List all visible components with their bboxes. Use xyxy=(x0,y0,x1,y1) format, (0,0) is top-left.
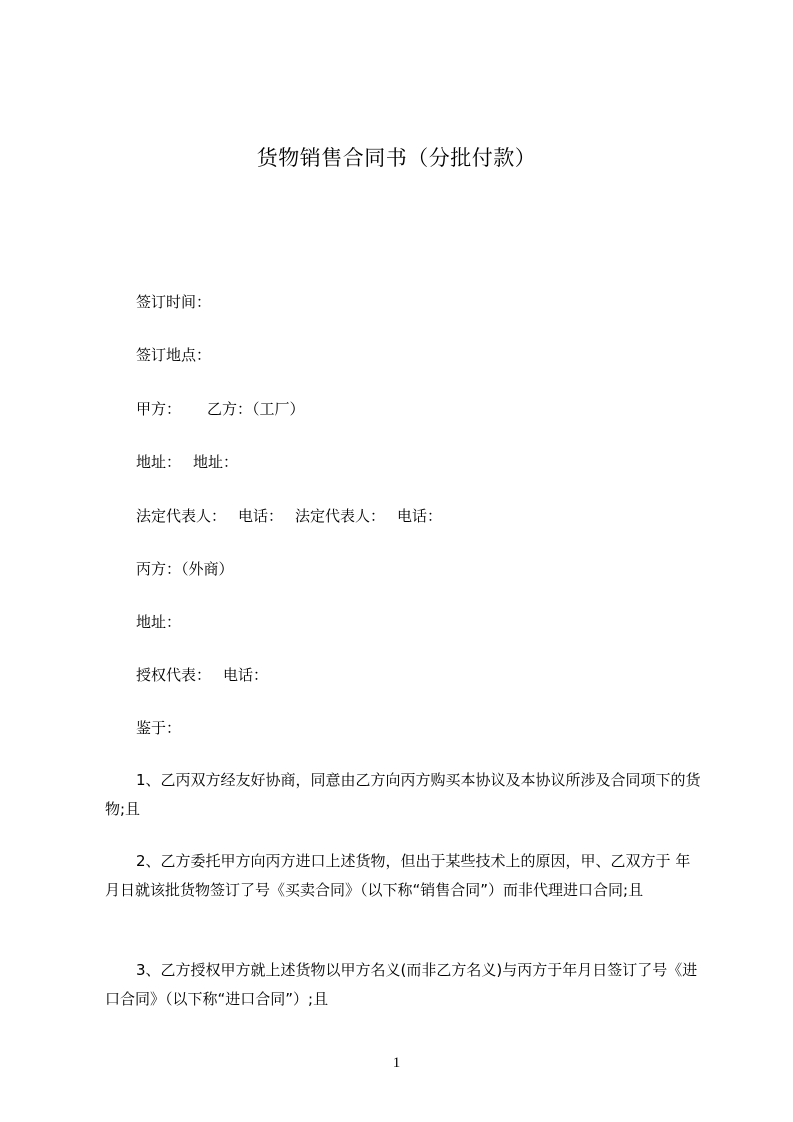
auth-rep-label: 授权代表： xyxy=(136,666,212,684)
clause-3: 3、乙方授权甲方就上述货物以甲方名义(而非乙方名义)与丙方于年月日签订了号《进口合同》（以下称“进口合同”）;且 xyxy=(105,961,698,1008)
whereas-label: 鉴于： xyxy=(136,719,182,737)
clause-1: 1、乙丙双方经友好协商，同意由乙方向丙方购买本协议及本协议所涉及合同项下的货物;且 xyxy=(105,771,701,818)
rep-b-label: 法定代表人： xyxy=(295,507,386,525)
phone-b-label: 电话： xyxy=(397,507,443,525)
address-c-line xyxy=(136,612,181,632)
sign-time-line xyxy=(136,292,211,312)
party-c-line xyxy=(136,559,234,579)
parties-line xyxy=(136,399,305,419)
phone-c-label: 电话： xyxy=(223,666,269,684)
party-b-label: 乙方：（工厂） xyxy=(207,400,305,418)
whereas-line xyxy=(136,718,181,738)
address-a-label: 地址： xyxy=(136,453,182,471)
rep-a-label: 法定代表人： xyxy=(136,507,227,525)
address-line xyxy=(136,452,238,472)
party-a-label: 甲方： xyxy=(136,400,182,418)
phone-a-label: 电话： xyxy=(238,507,284,525)
sign-place-line xyxy=(136,345,211,365)
clause-2: 2、乙方委托甲方向丙方进口上述货物，但出于某些技术上的原因，甲、乙双方于 年月日就该批货物签订了号《买卖合同》（以下称“销售合同”）而非代理进口合同;且 xyxy=(105,852,691,899)
representatives-line xyxy=(136,506,442,526)
party-c-label: 丙方：（外商） xyxy=(136,560,234,578)
address-b-label: 地址： xyxy=(193,453,239,471)
sign-place-label: 签订地点： xyxy=(136,346,212,364)
page-number: 1 xyxy=(392,1055,401,1071)
document-title: 货物销售合同书（分批付款） xyxy=(256,146,537,170)
auth-rep-line xyxy=(136,665,268,685)
sign-time-label: 签订时间： xyxy=(136,293,212,311)
address-c-label: 地址： xyxy=(136,613,182,631)
